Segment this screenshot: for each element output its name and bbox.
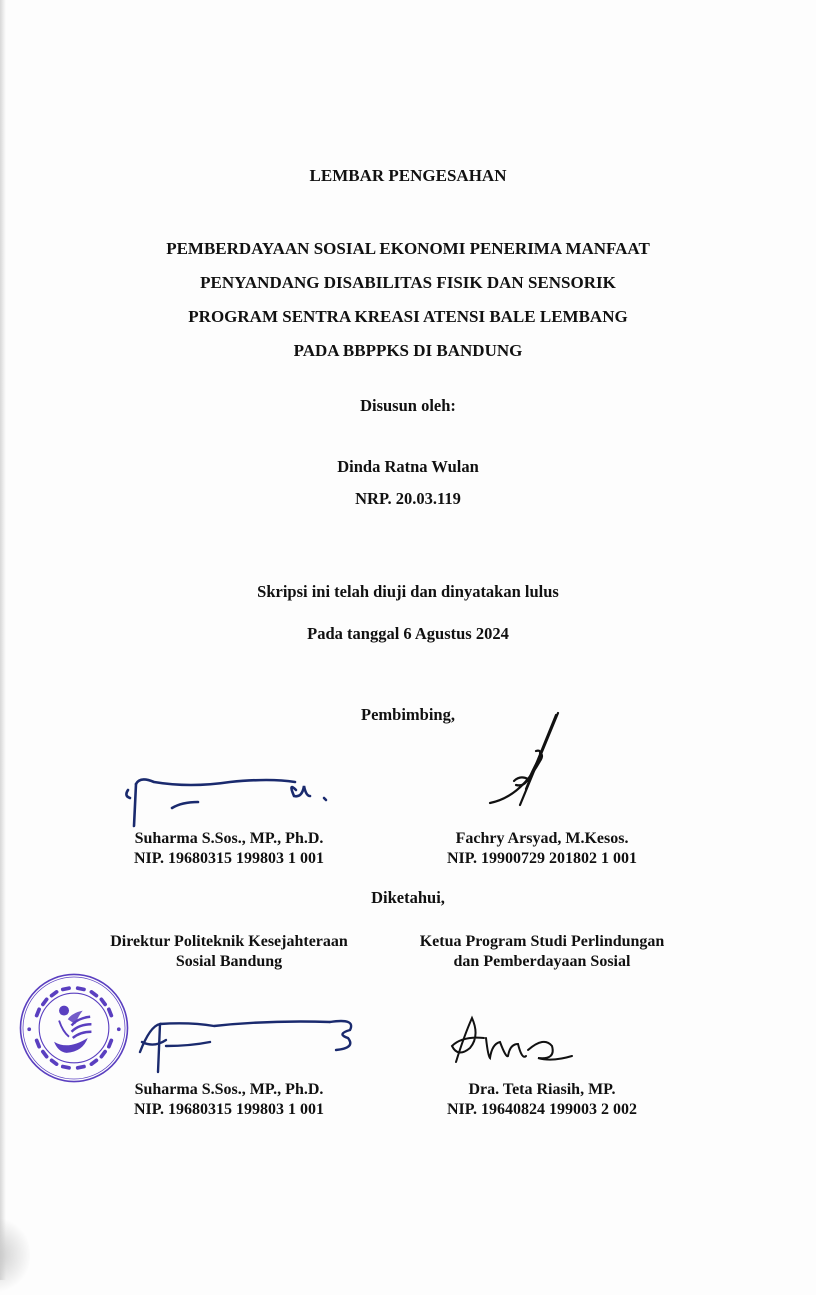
thesis-title-line: PADA BBPPKS DI BANDUNG — [293, 341, 523, 360]
author-nrp: NRP. 20.03.119 — [355, 489, 461, 508]
signature-supervisor-1 — [110, 768, 350, 828]
pass-statement: Skripsi ini telah diuji dan dinyatakan lulus — [257, 582, 559, 601]
exam-date: Pada tanggal 6 Agustus 2024 — [307, 624, 509, 643]
page-corner-shade — [0, 1215, 30, 1295]
supervisor-nip: NIP. 19900729 201802 1 001 — [446, 850, 638, 867]
supervisor-nip: NIP. 19680315 199803 1 001 — [133, 850, 325, 867]
official-title-line: Ketua Program Studi Perlindungan — [419, 933, 665, 950]
stamp-emblem-icon — [54, 1006, 91, 1053]
supervisor-name: Fachry Arsyad, M.Kesos. — [455, 830, 629, 847]
compiled-by-label: Disusun oleh: — [360, 396, 456, 415]
page-heading: LEMBAR PENGESAHAN — [309, 166, 507, 185]
thesis-title — [0, 232, 816, 368]
stamp-lettering — [27, 988, 120, 1068]
official-stamp — [18, 972, 130, 1084]
official-title-line: dan Pemberdayaan Sosial — [453, 953, 631, 970]
official-1 — [70, 1080, 388, 1120]
official-name: Dra. Teta Riasih, MP. — [468, 1081, 616, 1098]
supervisor-2 — [392, 829, 692, 869]
official-title-line: Sosial Bandung — [175, 953, 283, 970]
official-nip: NIP. 19640824 199003 2 002 — [446, 1101, 638, 1118]
thesis-title-line: PEMBERDAYAAN SOSIAL EKONOMI PENERIMA MANFAAT — [166, 239, 650, 258]
official-nip: NIP. 19680315 199803 1 001 — [133, 1101, 325, 1118]
signature-official-1 — [130, 1012, 370, 1076]
supervisors-label: Pembimbing, — [361, 705, 455, 724]
supervisor-name: Suharma S.Sos., MP., Ph.D. — [134, 830, 324, 847]
author-name: Dinda Ratna Wulan — [337, 457, 479, 476]
thesis-title-line: PROGRAM SENTRA KREASI ATENSI BALE LEMBANG — [188, 307, 628, 326]
thesis-title-line: PENYANDANG DISABILITAS FISIK DAN SENSORIK — [200, 273, 616, 292]
signature-official-2 — [448, 1006, 588, 1076]
official-1-title — [70, 932, 388, 972]
official-name: Suharma S.Sos., MP., Ph.D. — [134, 1081, 324, 1098]
official-title-line: Direktur Politeknik Kesejahteraan — [110, 933, 348, 950]
signature-supervisor-2 — [480, 705, 580, 815]
acknowledged-label: Diketahui, — [371, 888, 445, 907]
official-2 — [392, 1080, 692, 1120]
supervisor-1 — [70, 829, 388, 869]
official-2-title — [392, 932, 692, 972]
